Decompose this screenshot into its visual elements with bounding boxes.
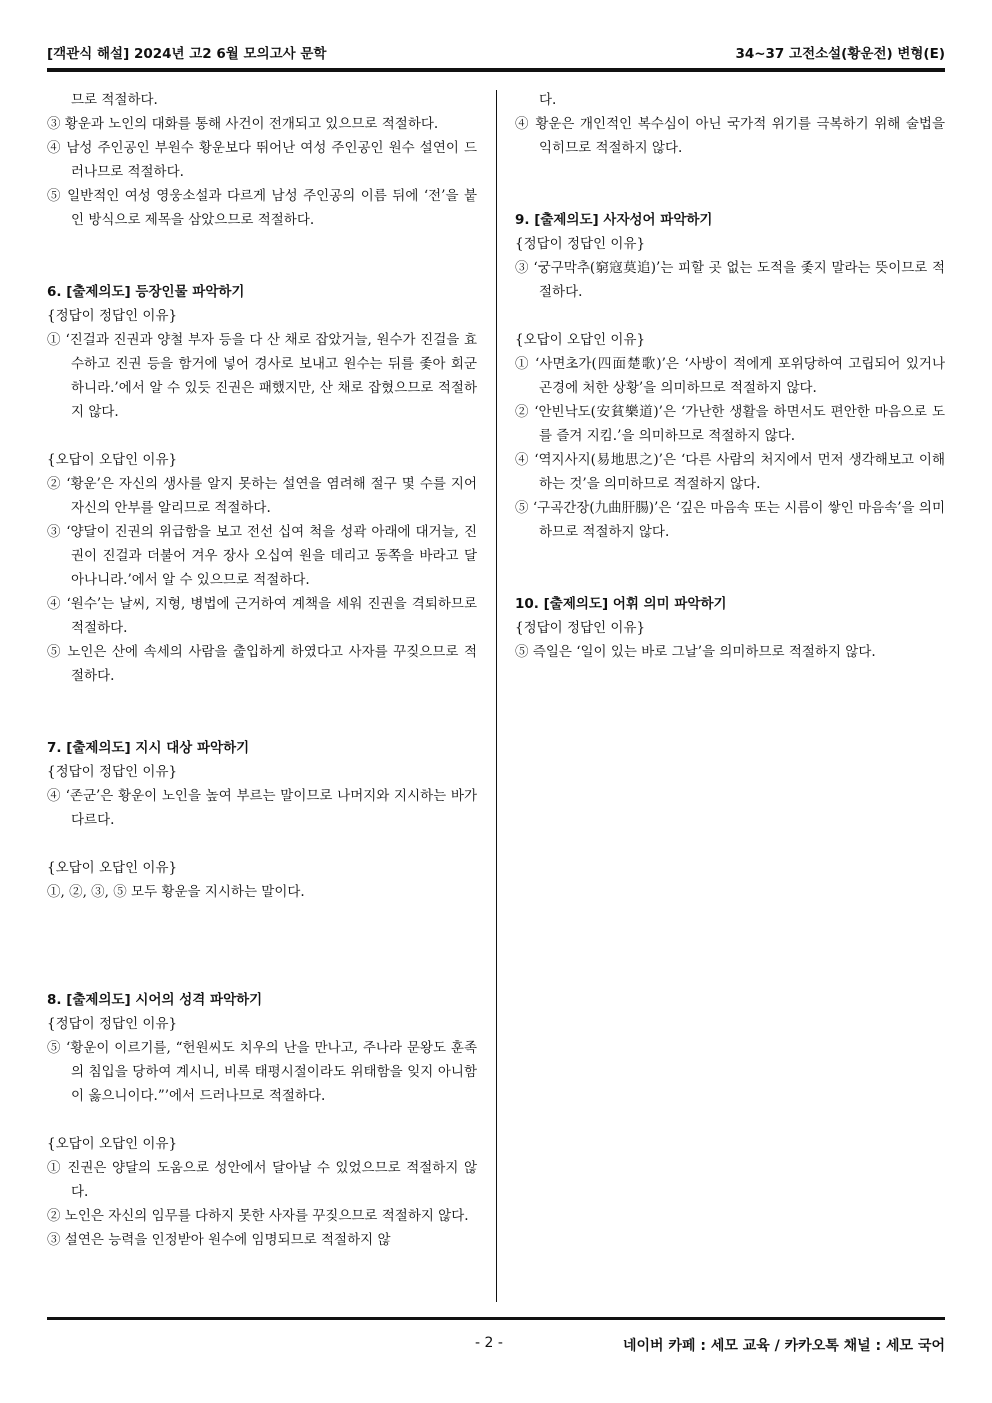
list-item: ④ 남성 주인공인 부원수 황운보다 뛰어난 여성 주인공인 원수 설연이 드러나므로 적절하다.: [47, 140, 477, 180]
q10-correct-label: {정답이 정답인 이유}: [515, 620, 646, 636]
page-number: - 2 -: [475, 1335, 503, 1351]
page-footer: [47, 1335, 945, 1359]
list-item: ⑤ 노인은 산에 속세의 사람을 출입하게 하였다고 사자를 꾸짖으므로 적절하다.: [47, 644, 477, 684]
list-item: ② 노인은 자신의 임무를 다하지 못한 사자를 꾸짖으므로 적절하지 않다.: [47, 1208, 469, 1224]
list-item: ⑤ 일반적인 여성 영웅소설과 다르게 남성 주인공의 이름 뒤에 ‘전’을 붙인 방식으로 제목을 삼았으므로 적절하다.: [47, 188, 477, 228]
spacer: [47, 424, 477, 448]
list-item: ⑤ 즉일은 ‘일이 있는 바로 그날’을 의미하므로 적절하지 않다.: [515, 644, 876, 660]
list-item: ② ‘안빈낙도(安貧樂道)’은 ‘가난한 생활을 하면서도 편안한 마음으로 도를 즐겨 지킴.’을 의미하므로 적절하지 않다.: [515, 404, 945, 444]
spacer: [515, 544, 945, 592]
q7-wrong-label: {오답이 오답인 이유}: [47, 860, 178, 876]
q6-correct-label: {정답이 정답인 이유}: [47, 308, 178, 324]
q8-correct-label: {정답이 정답인 이유}: [47, 1016, 178, 1032]
list-item: ⑤ ‘구곡간장(九曲肝腸)’은 ‘깊은 마음속 또는 시름이 쌓인 마음속’을 의미하므로 적절하지 않다.: [515, 500, 945, 540]
list-item: ① ‘사면초가(四面楚歌)’은 ‘사방이 적에게 포위당하여 고립되어 있거나 곤경에 처한 상황’을 의미하므로 적절하지 않다.: [515, 356, 945, 396]
q10-title: 10. [출제의도] 어휘 의미 파악하기: [515, 596, 727, 612]
spacer: [47, 232, 477, 280]
q7-wrong-text: ①, ②, ③, ⑤ 모두 황운을 지시하는 말이다.: [47, 884, 305, 900]
list-item: ③ 설연은 능력을 인정받아 원수에 임명되므로 적절하지 않: [47, 1232, 391, 1248]
right-column: [515, 88, 945, 664]
header-rule: [47, 68, 945, 72]
header-subtitle: 34~37 고전소설(황운전) 변형(E): [735, 46, 945, 62]
spacer: [47, 832, 477, 856]
list-item: ③ ‘양달이 진권의 위급함을 보고 전선 십여 척을 성곽 아래에 대거늘, 진권이 진걸과 더불어 겨우 장사 오십여 원을 데리고 동쪽을 바라고 달아나니라.’에서 알 수 있으므로 적절하다.: [47, 524, 477, 588]
list-item: ③ 황운과 노인의 대화를 통해 사건이 전개되고 있으므로 적절하다.: [47, 116, 439, 132]
list-item: ④ ‘존군’은 황운이 노인을 높여 부르는 말이므로 나머지와 지시하는 바가 다르다.: [47, 788, 477, 828]
spacer: [47, 904, 477, 964]
spacer: [47, 688, 477, 736]
list-item: ② ‘황운’은 자신의 생사를 알지 못하는 설연을 염려해 절구 몇 수를 지어 자신의 안부를 알리므로 적절하다.: [47, 476, 477, 516]
q8-title: 8. [출제의도] 시어의 성격 파악하기: [47, 992, 263, 1008]
q9-title: 9. [출제의도] 사자성어 파악하기: [515, 212, 713, 228]
list-item: ⑤ ‘황운이 이르기를, “헌원씨도 치우의 난을 만나고, 주나라 문왕도 훈족의 침입을 당하여 계시니, 비록 태평시절이라도 위태함을 잊지 아니함이 옳으니이다.”’에서 드러나므로 적절하다.: [47, 1040, 477, 1104]
list-item: ① 진권은 양달의 도움으로 성안에서 달아날 수 있었으므로 적절하지 않다.: [47, 1160, 477, 1200]
spacer: [47, 964, 477, 988]
spacer: [515, 160, 945, 208]
list-item: ④ ‘역지사지(易地思之)’은 ‘다른 사람의 처지에서 먼저 생각해보고 이해하는 것’을 의미하므로 적절하지 않다.: [515, 452, 945, 492]
spacer: [515, 304, 945, 328]
header-title: [객관식 해설] 2024년 고2 6월 모의고사 문학: [47, 46, 327, 62]
footer-credit: 네이버 카페 : 세모 교육 / 카카오톡 채널 : 세모 국어: [622, 1338, 945, 1354]
list-item: ④ ‘원수’는 날씨, 지형, 병법에 근거하여 계책을 세워 진권을 격퇴하므로 적절하다.: [47, 596, 477, 636]
footer-rule: [47, 1317, 945, 1320]
q7-correct-label: {정답이 정답인 이유}: [47, 764, 178, 780]
spacer: [47, 1108, 477, 1132]
q7-title: 7. [출제의도] 지시 대상 파악하기: [47, 740, 250, 756]
q6-title: 6. [출제의도] 등장인물 파악하기: [47, 284, 245, 300]
q9-correct-label: {정답이 정답인 이유}: [515, 236, 646, 252]
q9-wrong-label: {오답이 오답인 이유}: [515, 332, 646, 348]
q6-wrong-label: {오답이 오답인 이유}: [47, 452, 178, 468]
q8-continuation: 다.: [539, 92, 557, 108]
column-divider: [496, 90, 497, 1302]
left-column: [47, 88, 477, 1252]
page-header: [47, 38, 945, 70]
list-item: ① ‘진걸과 진권과 양철 부자 등을 다 산 채로 잡았거늘, 원수가 진걸을 효수하고 진권 등을 함거에 넣어 경사로 보내고 원수는 뒤를 좇아 회군하니라.’에서 알 수 있듯 진권은 패했지만, 산 채로 잡혔으므로 적절하지 않다.: [47, 332, 477, 420]
list-item: ③ ‘궁구막추(窮寇莫追)’는 피할 곳 없는 도적을 좇지 말라는 뜻이므로 적절하다.: [515, 260, 945, 300]
q8-wrong-label: {오답이 오답인 이유}: [47, 1136, 178, 1152]
intro-continuation: 므로 적절하다.: [71, 92, 158, 108]
list-item: ④ 황운은 개인적인 복수심이 아닌 국가적 위기를 극복하기 위해 술법을 익히므로 적절하지 않다.: [515, 116, 945, 156]
